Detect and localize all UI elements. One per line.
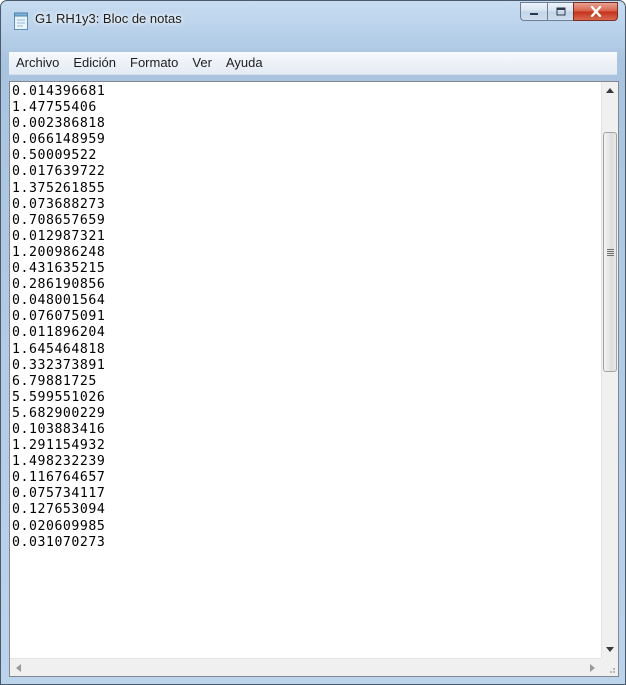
menu-ver[interactable]: Ver [192, 55, 212, 70]
text-line: 1.498232239 [12, 454, 106, 470]
scroll-left-button[interactable] [10, 659, 27, 676]
text-line: 0.073688273 [12, 196, 106, 212]
text-line: 0.075734117 [12, 486, 106, 502]
text-line: 0.332373891 [12, 357, 106, 373]
text-line: 0.50009522 [12, 148, 97, 164]
text-line: 0.031070273 [12, 534, 106, 550]
resize-grip-icon [601, 658, 618, 676]
text-line: 0.048001564 [12, 293, 106, 309]
vertical-scrollbar[interactable] [601, 82, 618, 658]
text-line: 5.682900229 [12, 405, 106, 421]
text-line: 0.011896204 [12, 325, 106, 341]
arrow-left-icon [16, 664, 21, 672]
text-content[interactable] [10, 82, 601, 658]
arrow-down-icon [606, 647, 614, 652]
text-line: 1.291154932 [12, 438, 106, 454]
menu-edicion[interactable]: Edición [73, 55, 116, 70]
scroll-thumb[interactable] [603, 132, 617, 372]
title-bar[interactable] [1, 1, 625, 41]
minimize-button[interactable] [520, 2, 547, 21]
text-line: 0.708657659 [12, 212, 106, 228]
size-grip[interactable] [601, 658, 618, 676]
arrow-right-icon [590, 664, 595, 672]
text-line: 1.375261855 [12, 180, 106, 196]
text-line: 0.286190856 [12, 277, 106, 293]
scroll-right-button[interactable] [584, 659, 601, 676]
menu-bar [9, 52, 617, 75]
menu-ayuda[interactable]: Ayuda [225, 55, 263, 70]
text-line: 0.127653094 [12, 502, 106, 518]
scroll-down-button[interactable] [602, 641, 618, 658]
scroll-up-button[interactable] [602, 82, 618, 99]
close-icon [590, 6, 602, 17]
text-line: 0.020609985 [12, 518, 106, 534]
close-button[interactable] [573, 2, 618, 21]
text-line: 0.066148959 [12, 132, 106, 148]
maximize-button[interactable] [547, 2, 573, 21]
text-line: 0.116764657 [12, 470, 106, 486]
text-line: 0.076075091 [12, 309, 106, 325]
horizontal-scrollbar[interactable] [10, 658, 601, 676]
menu-formato[interactable]: Formato [130, 55, 179, 70]
text-line: 0.002386818 [12, 116, 106, 132]
text-line: 0.012987321 [12, 228, 106, 244]
text-line: 0.431635215 [12, 261, 106, 277]
text-line: 0.017639722 [12, 164, 106, 180]
text-line: 6.79881725 [12, 373, 97, 389]
text-line: 0.103883416 [12, 421, 106, 437]
arrow-up-icon [606, 88, 614, 93]
menu-archivo[interactable]: Archivo [16, 55, 60, 70]
text-line: 5.599551026 [12, 389, 106, 405]
text-line: 1.200986248 [12, 244, 106, 260]
grip-icon [607, 249, 614, 256]
minimize-icon [529, 8, 539, 16]
notepad-icon [13, 12, 29, 30]
caption-buttons [520, 2, 618, 21]
text-line: 1.645464818 [12, 341, 106, 357]
maximize-icon [556, 7, 566, 16]
text-line: 1.47755406 [12, 100, 97, 116]
text-editor[interactable] [9, 81, 619, 677]
window-title: G1 RH1y3: Bloc de notas [35, 11, 182, 26]
text-line: 0.014396681 [12, 84, 106, 99]
